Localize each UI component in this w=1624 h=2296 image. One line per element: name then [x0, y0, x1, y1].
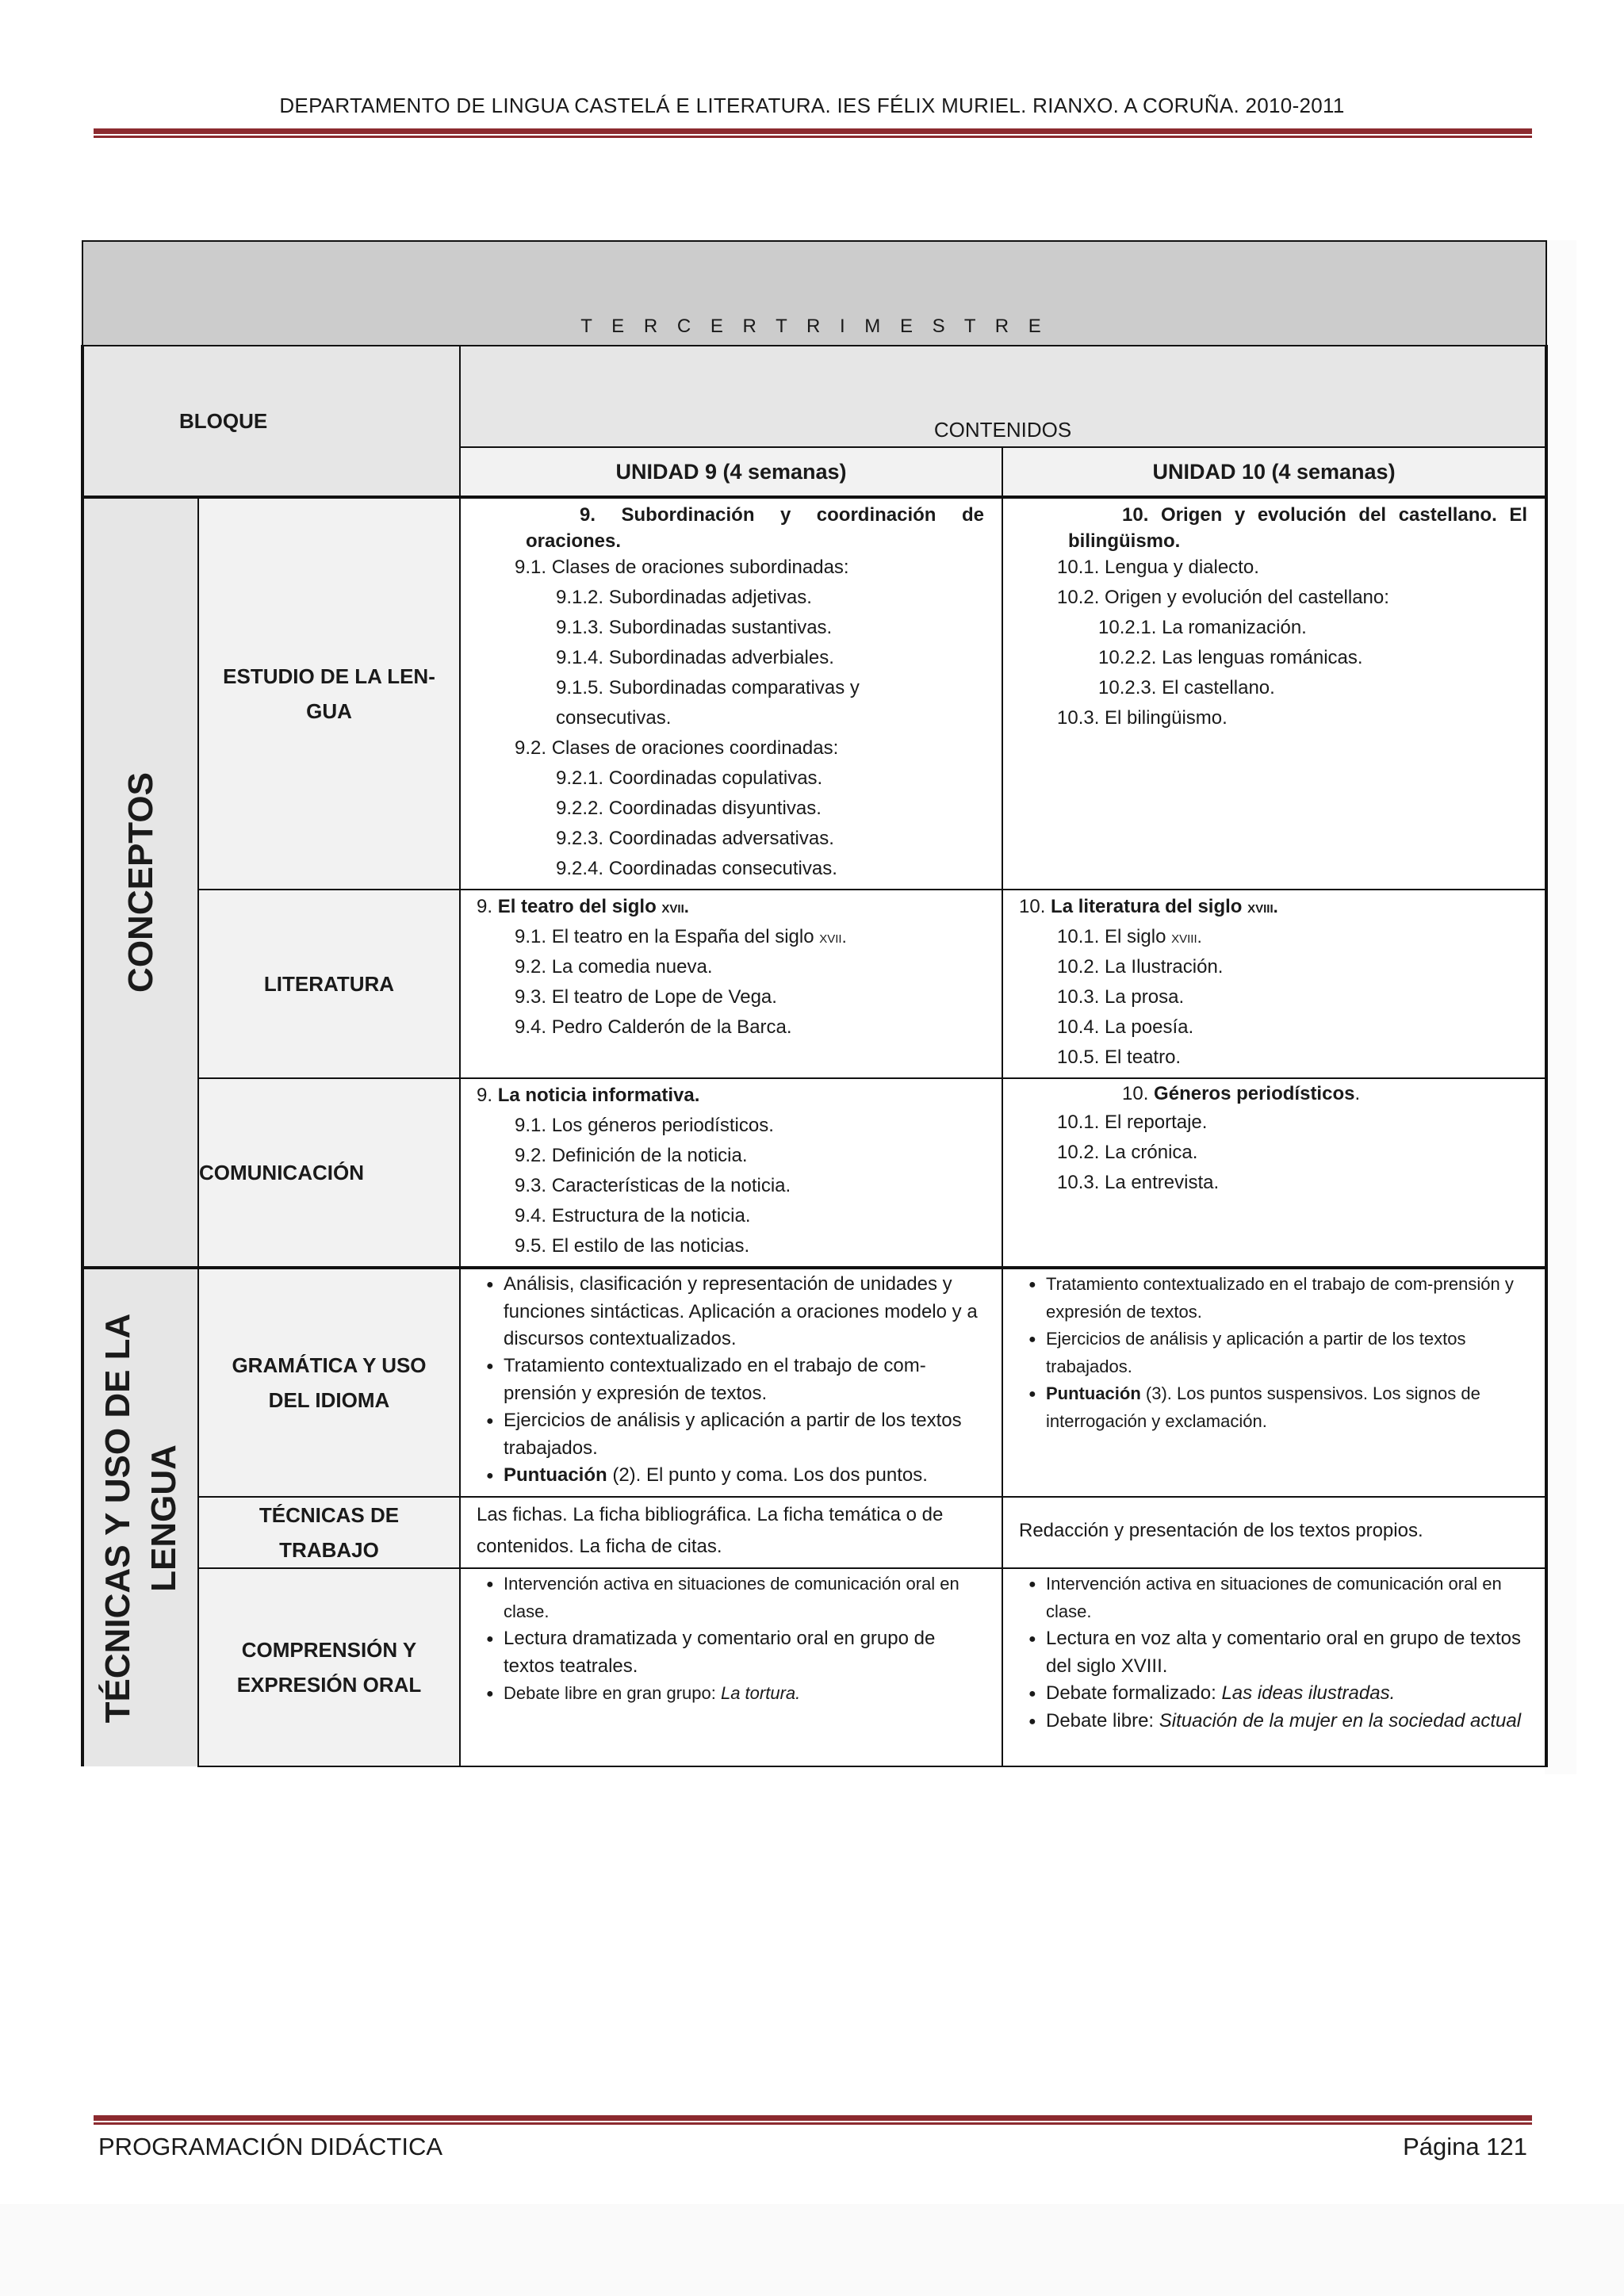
table-title: T E R C E R T R I M E S T R E — [580, 316, 1048, 337]
row-literatura — [82, 890, 1546, 1078]
estudio-u9-title-w4: de — [961, 504, 984, 526]
literatura-u10-item: 10.5. El teatro. — [1057, 1047, 1182, 1068]
comprension-u10-debate-topic: Las ideas ilustradas. — [1221, 1682, 1396, 1704]
estudio-u10-title-w: y — [1234, 504, 1246, 526]
estudio-u9-title-w1: Subordinación — [621, 504, 755, 526]
estudio-u9-item: 9.1. Clases de oraciones subordinadas: — [515, 557, 849, 578]
comprension-u9-debate-topic: La tortura. — [720, 1683, 801, 1703]
estudio-u9-item: 9.2. Clases de oraciones coordinadas: — [515, 737, 839, 759]
tecnicas-trabajo-label-1: TÉCNICAS DE — [259, 1503, 400, 1527]
estudio-u9-title-w2: y — [779, 504, 791, 526]
estudio-label-2: GUA — [306, 699, 352, 723]
comprension-u10 — [1002, 1568, 1546, 1766]
estudio-u10-title-w: evolución — [1257, 504, 1346, 526]
comunicacion-u10-item: 10.3. La entrevista. — [1057, 1172, 1220, 1193]
estudio-u9 — [460, 497, 1002, 890]
comunicacion-u9-item: 9.3. Características de la noticia. — [515, 1175, 791, 1196]
estudio-u10-title-2: bilingüismo. — [1068, 530, 1181, 552]
estudio-u10-item: 10.3. El bilingüismo. — [1057, 707, 1228, 729]
comunicacion-u9-title — [477, 1081, 984, 1111]
bloque-label: BLOQUE — [179, 409, 268, 433]
gramatica-u10 — [1002, 1268, 1546, 1497]
programming-table — [81, 240, 1548, 1767]
estudio-u10-title-w: castellano. — [1398, 504, 1497, 526]
comprension-u10-debate2-topic: Situación de la mujer en la sociedad actual — [1159, 1710, 1522, 1732]
comunicacion-u9-item: 9.4. Estructura de la noticia. — [515, 1205, 751, 1226]
comunicacion-u10-num: 10. — [1122, 1083, 1149, 1104]
comprension-u10-bullet — [1019, 1708, 1527, 1735]
literatura-u10 — [1002, 890, 1546, 1078]
comunicacion-u9-title-text: La noticia informativa. — [497, 1085, 700, 1106]
row-estudio — [82, 497, 1546, 890]
comunicacion-u10-title-text: Géneros periodísticos — [1154, 1083, 1355, 1104]
page-right-shadow — [1545, 240, 1576, 1774]
block-comprension — [198, 1568, 460, 1766]
gramatica-u10-bullet: ● Ejercicios de análisis y aplicación a partir de los textos trabajados. — [1019, 1326, 1527, 1380]
literatura-u10-item: 10.2. La Ilustración. — [1057, 956, 1224, 978]
comprension-u9-bullet — [477, 1680, 984, 1708]
comunicacion-u10-title-end: . — [1354, 1083, 1361, 1104]
literatura-u9-item: 9.2. La comedia nueva. — [515, 956, 713, 978]
estudio-u10-title-w: Origen — [1160, 504, 1223, 526]
group-tecnicas — [82, 1268, 198, 1766]
block-tecnicas-trabajo — [198, 1497, 460, 1568]
header-rule — [94, 128, 1532, 140]
estudio-u10-item: 10.2. Origen y evolución del castellano: — [1057, 587, 1389, 608]
literatura-u10-item-a-sc: xviii. — [1171, 927, 1202, 947]
title-row — [82, 241, 1546, 346]
estudio-u9-item: 9.1.2. Subordinadas adjetivas. — [556, 587, 812, 608]
estudio-u9-item: 9.1.3. Subordinadas sustantivas. — [556, 617, 833, 638]
literatura-u9-title-sc: xvii. — [661, 897, 689, 916]
block-comunicacion: COMUNICACIÓN — [198, 1078, 460, 1268]
estudio-u10-title — [1019, 500, 1527, 530]
estudio-label-1: ESTUDIO DE LA LEN- — [223, 664, 435, 688]
gramatica-u9 — [460, 1268, 1002, 1497]
gramatica-u9-bullet: ● Ejercicios de análisis y aplicación a partir de los textos trabajados. — [477, 1407, 984, 1462]
literatura-u9-item — [477, 922, 984, 952]
estudio-u9-item: 9.2.2. Coordinadas disyuntivas. — [556, 798, 822, 819]
comunicacion-u10-item: 10.1. El reportaje. — [1057, 1112, 1208, 1133]
gramatica-label-2: DEL IDIOMA — [268, 1388, 390, 1412]
comprension-u9-bullet: ● Intervención activa en situaciones de comunicación oral en clase. — [477, 1571, 984, 1625]
estudio-u10-item: 10.2.3. El castellano. — [1098, 677, 1275, 698]
estudio-u9-title-w3: coordinación — [816, 504, 936, 526]
estudio-u9-title-2: oraciones. — [526, 530, 622, 552]
literatura-u9-title-text: El teatro del siglo — [497, 896, 657, 917]
comprension-u10-bullet: ● Intervención activa en situaciones de comunicación oral en clase. — [1019, 1571, 1527, 1625]
estudio-u9-item: 9.2.3. Coordinadas adversativas. — [556, 828, 834, 849]
comprension-u9 — [460, 1568, 1002, 1766]
comprension-u9-debate: Debate libre en gran grupo: — [504, 1683, 721, 1703]
comprension-u10-bullet: ● Lectura en voz alta y comentario oral en grupo de textos del siglo XVIII. — [1019, 1625, 1527, 1680]
literatura-u9-num: 9. — [477, 896, 493, 917]
gramatica-label-1: GRAMÁTICA Y USO — [232, 1353, 427, 1377]
literatura-u9-item-a-sc: xvii. — [819, 927, 847, 947]
gramatica-u9-puntuacion-rest: (2). El punto y coma. Los dos puntos. — [607, 1464, 928, 1486]
comprension-label-2: EXPRESIÓN ORAL — [236, 1673, 422, 1697]
literatura-u10-num: 10. — [1019, 896, 1046, 917]
literatura-u10-title — [1019, 892, 1527, 922]
block-gramatica — [198, 1268, 460, 1497]
literatura-u10-title-sc: xviii. — [1247, 897, 1278, 916]
literatura-u10-item: 10.4. La poesía. — [1057, 1016, 1194, 1038]
row-comprension — [82, 1568, 1546, 1766]
contenidos-label: CONTENIDOS — [933, 418, 1072, 442]
comunicacion-u9-item: 9.5. El estilo de las noticias. — [515, 1235, 750, 1257]
estudio-u10-title-w: del — [1358, 504, 1387, 526]
estudio-u9-item: 9.1.4. Subordinadas adverbiales. — [556, 647, 834, 668]
estudio-u9-item: 9.2.1. Coordinadas copulativas. — [556, 767, 823, 789]
gramatica-u10-puntuacion-rest: (3). Los puntos suspensivos. Los signos de interrogación y exclamación. — [1046, 1383, 1480, 1431]
footer-title: PROGRAMACIÓN DIDÁCTICA — [98, 2133, 443, 2160]
literatura-u10-item-a: 10.1. El siglo — [1057, 926, 1166, 947]
comunicacion-u10-item: 10.2. La crónica. — [1057, 1142, 1198, 1163]
gramatica-u9-bullet: ● Tratamiento contextualizado en el trabajo de com-prensión y expresión de textos. — [477, 1353, 984, 1407]
estudio-u10 — [1002, 497, 1546, 890]
comprension-label-1: COMPRENSIÓN Y — [241, 1638, 417, 1662]
comprension-u9-bullet: ● Lectura dramatizada y comentario oral en grupo de textos teatrales. — [477, 1625, 984, 1680]
estudio-u9-item: 9.1.5. Subordinadas comparativas y — [556, 677, 860, 698]
tecnicas-u10: Redacción y presentación de los textos propios. — [1002, 1497, 1546, 1568]
footer-rule — [94, 2115, 1532, 2126]
gramatica-u9-bullet: ● Análisis, clasificación y representación de unidades y funciones sintácticas. Aplicación a oraciones modelo y a discursos contextualizados. — [477, 1271, 984, 1353]
gramatica-u10-bullet — [1019, 1380, 1527, 1435]
comprension-u10-debate: Debate formalizado: — [1046, 1682, 1222, 1704]
page-bottom-band — [0, 2204, 1624, 2296]
comunicacion-u10 — [1002, 1078, 1546, 1268]
literatura-u9-title — [477, 892, 984, 922]
estudio-u10-title-w: 10. — [1122, 504, 1149, 526]
estudio-u10-item: 10.2.1. La romanización. — [1098, 617, 1307, 638]
estudio-u10-item: 10.1. Lengua y dialecto. — [1057, 557, 1259, 578]
gramatica-u10-puntuacion: Puntuación — [1046, 1383, 1141, 1403]
comunicacion-u9-num: 9. — [477, 1085, 493, 1106]
comprension-u10-debate2: Debate libre: — [1046, 1710, 1159, 1732]
block-estudio-lengua — [198, 497, 460, 890]
tecnicas-label-1: TÉCNICAS Y USO DE LA — [98, 1313, 137, 1723]
literatura-u10-item: 10.3. La prosa. — [1057, 986, 1185, 1008]
comunicacion-u9-item: 9.2. Definición de la noticia. — [515, 1145, 748, 1166]
literatura-u9-item: 9.3. El teatro de Lope de Vega. — [515, 986, 777, 1008]
estudio-u10-title-w: El — [1509, 504, 1528, 526]
tecnicas-u9: Las fichas. La ficha bibliográfica. La ficha temática o de contenidos. La ficha de citas. — [460, 1497, 1002, 1568]
gramatica-u9-puntuacion: Puntuación — [504, 1464, 607, 1486]
estudio-u9-title — [477, 500, 984, 530]
unit10-heading: UNIDAD 10 (4 semanas) — [1002, 447, 1546, 497]
literatura-u9 — [460, 890, 1002, 1078]
bloque-row — [82, 346, 1546, 447]
literatura-u9-item-a: 9.1. El teatro en la España del siglo — [515, 926, 814, 947]
estudio-u9-item: 9.2.4. Coordinadas consecutivas. — [556, 858, 837, 879]
literatura-u10-title-text: La literatura del siglo — [1051, 896, 1243, 917]
estudio-u10-item: 10.2.2. Las lenguas románicas. — [1098, 647, 1363, 668]
page-header: DEPARTAMENTO DE LINGUA CASTELÁ E LITERATURA. IES FÉLIX MURIEL. RIANXO. A CORUÑA. 2010-2011 — [279, 94, 1345, 117]
row-tecnicas — [82, 1497, 1546, 1568]
comunicacion-u9 — [460, 1078, 1002, 1268]
estudio-u9-item: consecutivas. — [556, 707, 672, 729]
row-comunicacion — [82, 1078, 1546, 1268]
tecnicas-trabajo-label-2: TRABAJO — [279, 1538, 379, 1562]
row-gramatica — [82, 1268, 1546, 1497]
literatura-u10-item — [1019, 922, 1527, 952]
conceptos-label: CONCEPTOS — [121, 772, 160, 993]
comunicacion-u9-item: 9.1. Los géneros periodísticos. — [515, 1115, 774, 1136]
block-literatura: LITERATURA — [198, 890, 460, 1078]
tecnicas-label-2: LENGUA — [144, 1444, 183, 1592]
gramatica-u10-bullet: ● Tratamiento contextualizado en el trabajo de com-prensión y expresión de textos. — [1019, 1271, 1527, 1326]
group-conceptos — [82, 497, 198, 1268]
literatura-u9-item: 9.4. Pedro Calderón de la Barca. — [515, 1016, 792, 1038]
page-number: Página 121 — [1403, 2133, 1527, 2160]
unit9-heading: UNIDAD 9 (4 semanas) — [460, 447, 1002, 497]
comunicacion-u10-title — [1019, 1081, 1527, 1108]
comprension-u10-bullet — [1019, 1680, 1527, 1708]
estudio-u9-title-num: 9. — [580, 504, 596, 526]
gramatica-u9-bullet — [477, 1462, 984, 1490]
tecnicas-label — [95, 1313, 187, 1723]
